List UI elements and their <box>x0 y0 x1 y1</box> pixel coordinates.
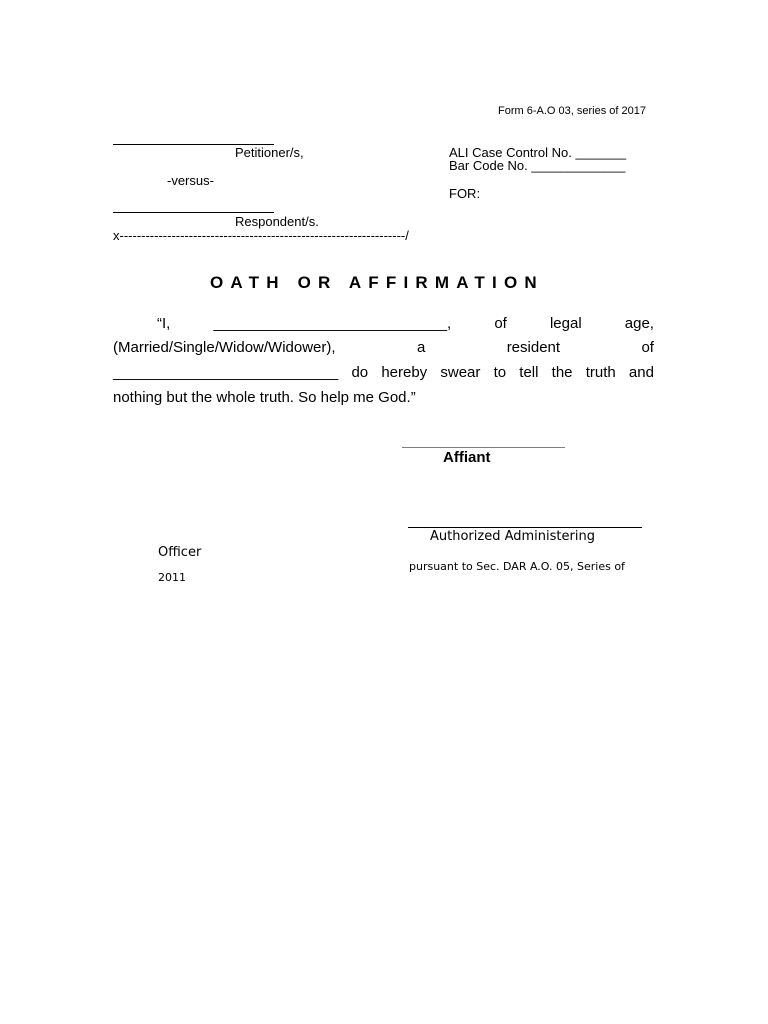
statement-word: of <box>641 339 654 356</box>
statement-line-1 <box>113 316 654 331</box>
respondent-label: Respondent/s. <box>235 214 319 229</box>
statement-word: a <box>416 339 426 356</box>
statement-line-4: nothing but the whole truth. So help me God.” <box>113 389 416 406</box>
statement-line-2 <box>113 340 654 355</box>
statement-word: and <box>628 364 654 381</box>
pursuant-year: 2011 <box>158 571 186 584</box>
form-number: Form 6-A.O 03, series of 2017 <box>498 105 646 117</box>
name-blank: ____________________________, <box>213 315 452 332</box>
statement-word: legal <box>549 315 582 332</box>
caption-separator: x------------------------------------------------------------------/ <box>113 229 409 242</box>
officer-title-line-2: Officer <box>158 545 202 560</box>
statement-word: to <box>493 364 507 381</box>
officer-signature-line <box>408 527 642 528</box>
pursuant-text: pursuant to Sec. DAR A.O. 05, Series of <box>409 560 625 573</box>
statement-word: hereby <box>381 364 428 381</box>
officer-title-line-1: Authorized Administering <box>430 529 595 544</box>
respondent-name-line <box>113 212 274 213</box>
statement-word: “I, <box>157 315 171 332</box>
statement-word: swear <box>440 364 481 381</box>
civil-status-options: (Married/Single/Widow/Widower), <box>113 339 336 356</box>
statement-word: tell <box>519 364 539 381</box>
statement-word: age, <box>624 315 654 332</box>
statement-word: the <box>551 364 573 381</box>
statement-word: resident <box>506 339 561 356</box>
affiant-signature-line <box>402 447 565 448</box>
ali-case-control-no: ALI Case Control No. _______ <box>449 145 627 160</box>
residence-blank: ___________________________ <box>113 364 339 381</box>
versus-label: -versus- <box>167 173 214 188</box>
petitioner-label: Petitioner/s, <box>235 145 304 160</box>
affiant-label: Affiant <box>443 449 491 466</box>
statement-line-3 <box>113 365 654 380</box>
bar-code-no: Bar Code No. _____________ <box>449 158 626 173</box>
statement-word: do <box>351 364 369 381</box>
document-title: OATH OR AFFIRMATION <box>210 273 544 292</box>
for-label: FOR: <box>449 186 481 201</box>
statement-word: truth <box>585 364 616 381</box>
statement-word: of <box>494 315 507 332</box>
